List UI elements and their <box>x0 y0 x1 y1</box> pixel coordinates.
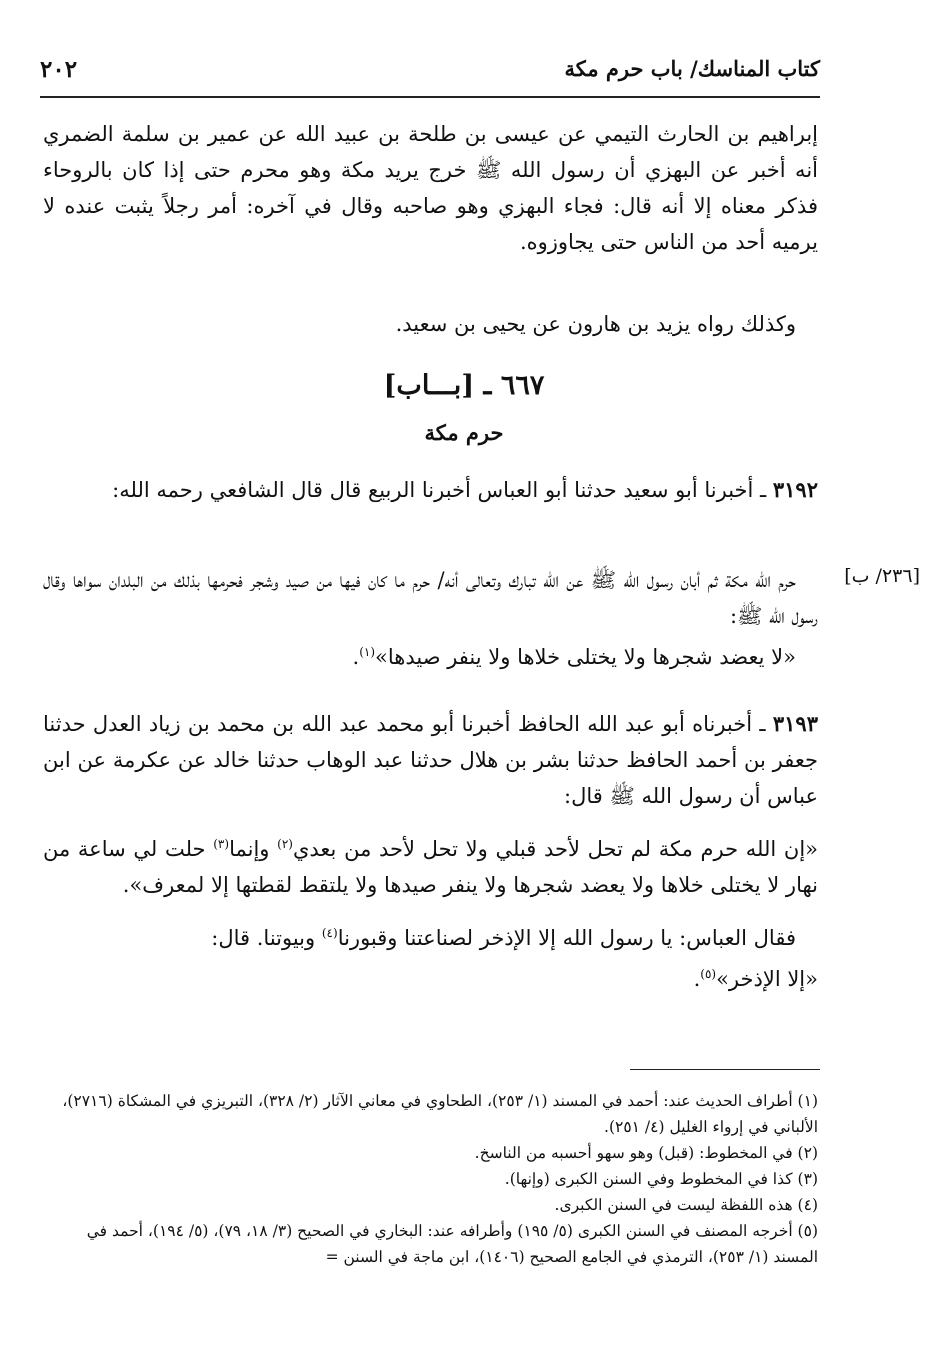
footnote-ref: (٢) <box>277 837 293 851</box>
intro-paragraph-2: وكذلك رواه يزيد بن هارون عن يحيى بن سعيد. <box>395 312 796 336</box>
page-number: ٢٠٢ <box>40 56 78 83</box>
reply-end: . <box>693 967 701 991</box>
footnote-ref: (١) <box>359 645 376 659</box>
hadith-number: ٣١٩٣ <box>772 711 818 736</box>
footnote-rule <box>630 1069 820 1070</box>
chapter-heading: ٦٦٧ ـ [بـــاب] <box>383 370 545 401</box>
footnote-ref: (٥) <box>700 967 717 981</box>
quote-end: . <box>352 645 360 669</box>
footnotes <box>43 1088 818 1270</box>
footnote-item: (١) أطراف الحديث عند: أحمد في المسند (١/ ٢٥٣)، الطحاوي في معاني الآثار (٢/ ٣٢٨)، التبريزي في المشكاة (٢٧١٦)، الألباني في إرواء الغليل (٤/ ٢٥١). <box>62 1092 818 1136</box>
hadith-3192-isnad <box>43 472 818 508</box>
reply-line <box>43 956 818 997</box>
quote-part: «إن الله حرم مكة لم تحل لأحد قبلي ولا تحل لأحد من بعدي <box>292 837 818 861</box>
hadith-number: ٣١٩٢ <box>772 477 818 502</box>
quote-part: حلت لي ساعة من نهار لا يختلى خلاها ولا يعضد شجرها ولا ينفر صيدها ولا يلتقط لقطتها إلا لمعرف». <box>43 837 818 897</box>
quote-text: «لا يعضد شجرها ولا يختلى خلاها ولا ينفر صيدها» <box>375 645 796 669</box>
footnote-item: (٣) كذا في المخطوط وفي السنن الكبرى (وإنها). <box>504 1170 818 1188</box>
hadith-quote <box>43 826 818 903</box>
hadith-quote <box>43 634 818 675</box>
intro-text <box>43 116 818 260</box>
hadith-3193 <box>43 706 818 997</box>
reply-text: «إلا الإذخر» <box>716 967 818 991</box>
footnote-item: (٥) أخرجه المصنف في السنن الكبرى (٥/ ١٩٥) وأطرافه عند: البخاري في الصحيح (٣/ ١٨، ٧٩)، (٥/ ١٩٤)، أحمد في المسند (١/ ٢٥٣)، الترمذي في الجامع الصحيح (١٤٠٦)، ابن ماجة في السنن = <box>86 1222 818 1266</box>
intro-paragraph: إبراهيم بن الحارث التيمي عن عيسى بن طلحة بن عبيد الله عن عمير بن سلمة الضمري أنه أخبر عن البهزي أن رسول الله ﷺ خرج يريد مكة وهو محرم حتى إذا كان بالروحاء فذكر معناه إلا أنه قال: فجاء البهزي وهو صاحبه وقال في آخره: أمر رجلاً يثبت عنده لا يرميه أحد من الناس حتى يجاوزوه. <box>43 122 818 254</box>
intro-text-2 <box>43 306 818 342</box>
footnote-item: (٢) في المخطوط: (قبل) وهو سهو أحسبه من الناسخ. <box>474 1144 818 1162</box>
running-title: كتاب المناسك/ باب حرم مكة <box>564 56 820 81</box>
abbas-text: وبيوتنا. قال: <box>211 926 322 950</box>
manuscript-folio-note: [٢٣٦/ ب] <box>844 565 920 587</box>
footnote-ref: (٤) <box>321 926 338 940</box>
hadith-isnad: ـ أخبرنا أبو سعيد حدثنا أبو العباس أخبرنا الربيع قال قال الشافعي رحمه الله: <box>112 478 767 502</box>
footnote-ref: (٣) <box>213 837 230 851</box>
hadith-text: حرم الله مكة ثم أبان رسول الله ﷺ عن الله تبارك وتعالى أنه/ حرم ما كان فيها من صيد وشجر فحرمها بذلك من البلدان سواها وقال رسول الله ﷺ: <box>43 568 818 628</box>
quote-part: وإنما <box>229 837 278 861</box>
page-header <box>40 56 820 96</box>
abbas-line <box>43 915 818 956</box>
chapter-subheading: حرم مكة <box>424 420 504 445</box>
footnote-item: (٤) هذه اللفظة ليست في السنن الكبرى. <box>554 1196 818 1214</box>
hadith-isnad: ـ أخبرناه أبو عبد الله الحافظ أخبرنا أبو محمد عبد الله بن محمد بن زياد العدل حدثنا جعفر بن أحمد الحافظ حدثنا بشر بن هلال حدثنا عبد الوهاب حدثنا خالد عن عكرمة عن ابن عباس أن رسول الله ﷺ قال: <box>43 712 818 808</box>
hadith-3192-text <box>43 562 818 675</box>
abbas-text: فقال العباس: يا رسول الله إلا الإذخر لصناعتنا وقبورنا <box>337 926 796 950</box>
header-rule <box>40 96 820 98</box>
